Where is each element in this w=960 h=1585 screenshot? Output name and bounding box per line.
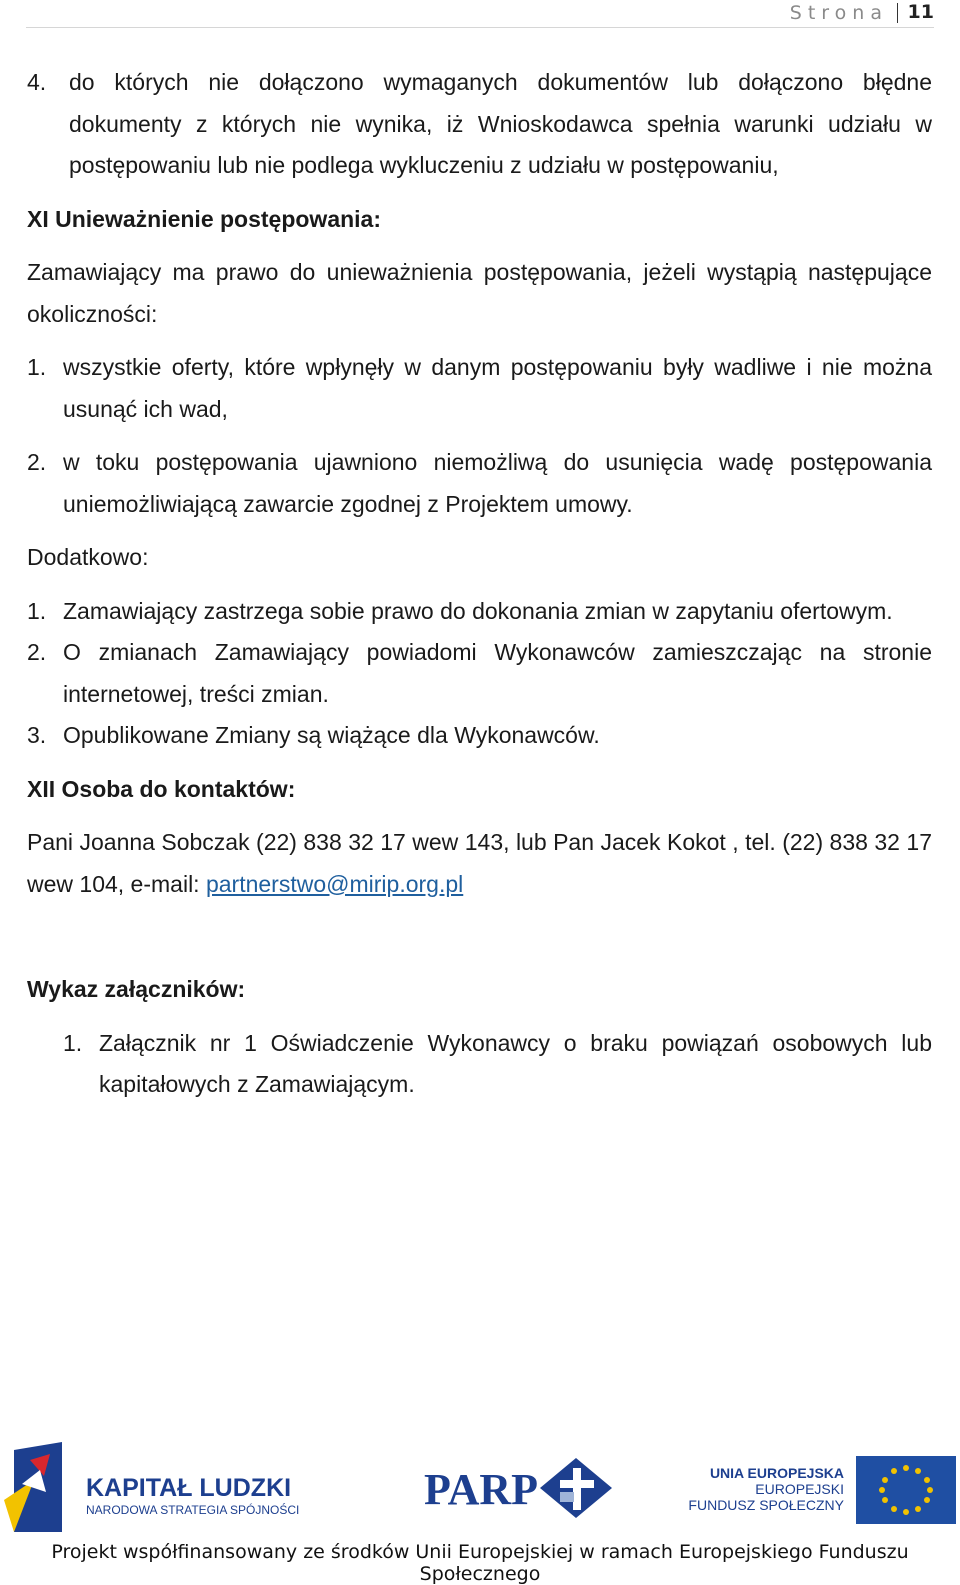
- list-number: 1.: [27, 597, 47, 624]
- list-number: 4.: [27, 69, 47, 95]
- parp-logo: [424, 1458, 612, 1518]
- list-text: Zamawiający zastrzega sobie prawo do dokonania zmian w zapytaniu ofertowym.: [63, 597, 893, 624]
- eu-line1: UNIA EUROPEJSKA: [709, 1465, 844, 1481]
- section-heading-xi: XI Unieważnienie postępowania:: [27, 205, 382, 232]
- logos-svg: [0, 1440, 960, 1540]
- attachment-item: [63, 1023, 932, 1106]
- list-number: 2.: [27, 639, 47, 665]
- list-number: 2.: [27, 449, 47, 475]
- email-link[interactable]: partnerstwo@mirip.org.pl: [205, 870, 464, 897]
- page-number: 11: [907, 1, 934, 23]
- document-body: [27, 62, 932, 1106]
- section-heading-xii: XII Osoba do kontaktów:: [27, 775, 296, 802]
- contact-text: Pani Joanna Sobczak (22) 838 32 17 wew 143, lub Pan Jacek Kokot , tel. (22) 838 32 17 wew 104, e-mail:: [27, 829, 932, 897]
- eu-line3: FUNDUSZ SPOŁECZNY: [688, 1497, 844, 1513]
- eu-logo: [688, 1456, 956, 1524]
- list-item-4: [27, 62, 932, 187]
- list-item: [27, 347, 932, 430]
- header-separator: [897, 3, 898, 23]
- parp-text: PARP: [424, 1465, 539, 1514]
- attachments-heading: Wykaz załączników:: [27, 976, 246, 1002]
- kapital-ludzki-logo: [4, 1442, 299, 1532]
- list-text: do których nie dołączono wymaganych dokumentów lub dołączono błędne dokumenty z których nie wynika, iż Wnioskodawca spełnia warunki udziału w postępowaniu lub nie podlega wykluczeniu z udziału w postępowaniu,: [69, 69, 932, 178]
- section-xi-intro: Zamawiający ma prawo do unieważnienia postępowania, jeżeli wystąpią następujące okoliczności:: [27, 259, 932, 327]
- list-text: Załącznik nr 1 Oświadczenie Wykonawcy o braku powiązań osobowych lub kapitałowych z Zamawiającym.: [99, 1029, 932, 1097]
- list-text: wszystkie oferty, które wpłynęły w danym postępowaniu były wadliwe i nie można usunąć ich wad,: [63, 354, 932, 422]
- list-item: [27, 442, 932, 525]
- list-item: [27, 591, 932, 633]
- logo-strip: [0, 1440, 960, 1540]
- kapital-title: KAPITAŁ LUDZKI: [86, 1474, 292, 1502]
- list-text: w toku postępowania ujawniono niemożliwą do usunięcia wadę postępowania uniemożliwiającą zawarcie zgodnej z Projektem umowy.: [63, 449, 932, 517]
- page-label: Strona: [789, 2, 888, 24]
- additional-label: Dodatkowo:: [27, 544, 149, 570]
- list-text: Opublikowane Zmiany są wiążące dla Wykonawców.: [63, 722, 600, 748]
- footer-text: Projekt współfinansowany ze środków Unii Europejskiej w ramach Europejskiego Funduszu Społecznego: [51, 1541, 909, 1585]
- list-item: [27, 715, 932, 757]
- list-item: [27, 632, 932, 715]
- kapital-subtitle: NARODOWA STRATEGIA SPÓJNOŚCI: [86, 1503, 300, 1517]
- list-text: O zmianach Zamawiający powiadomi Wykonawców zamieszczając na stronie internetowej, treści zmian.: [63, 639, 932, 707]
- eu-line2: EUROPEJSKI: [755, 1481, 844, 1497]
- list-number: 1.: [27, 354, 47, 380]
- contact-paragraph: [27, 822, 932, 905]
- list-number: 3.: [27, 722, 47, 748]
- page-header: [26, 0, 934, 28]
- list-number: 1.: [63, 1029, 83, 1056]
